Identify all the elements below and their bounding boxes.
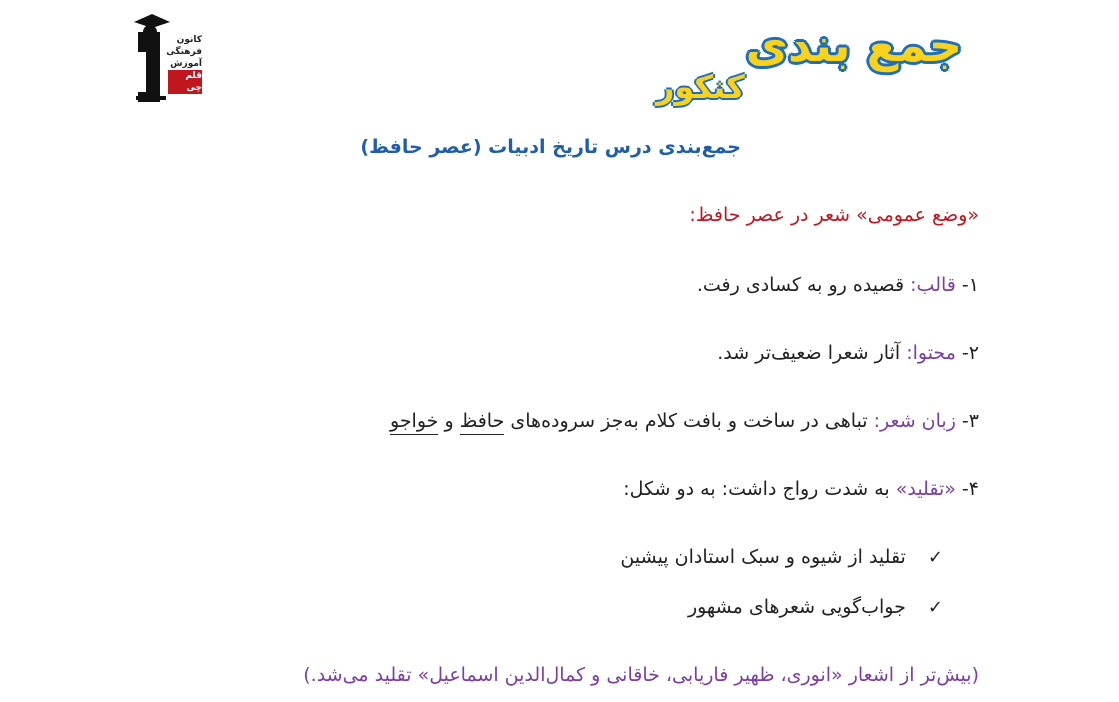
item-text: قصیده رو به کسادی رفت. <box>696 274 905 296</box>
underlined-name-khajoo: خواجو <box>390 410 438 435</box>
kanoon-line-4: قلم چی <box>168 70 202 94</box>
item-label: قالب: <box>910 274 956 296</box>
item-conjunction: و <box>444 410 454 432</box>
section-heading: «وضع عمومی» شعر در عصر حافظ: <box>689 204 979 226</box>
graduate-icon <box>132 12 172 104</box>
item-number: ۳- <box>961 410 979 432</box>
kanoon-line-1: کانون <box>176 35 202 45</box>
check-icon: ✓ <box>927 597 943 618</box>
footnote: (بیش‌تر از اشعار «انوری، ظهیر فاریابی، خاقانی و کمال‌الدین اسماعیل» تقلید می‌شد.) <box>303 664 979 686</box>
item-number: ۱- <box>961 274 979 296</box>
item-text: به شدت رواج داشت: به دو شکل: <box>623 478 890 500</box>
item-number: ۲- <box>961 342 979 364</box>
checklist-text: جواب‌گویی شعرهای مشهور <box>687 596 906 618</box>
kanoon-line-2: فرهنگی <box>166 47 202 57</box>
kanoon-line-3: آموزش <box>170 59 202 69</box>
page-title: جمع‌بندی درس تاریخ ادبیات (عصر حافظ) <box>360 136 741 158</box>
item-label: «تقلید» <box>895 478 956 500</box>
underlined-name-hafez: حافظ <box>460 410 505 435</box>
checklist-item-1 <box>620 546 943 568</box>
list-item-2 <box>717 342 979 364</box>
item-number: ۴- <box>961 478 979 500</box>
logo-top-text: جمع بندی <box>745 18 962 72</box>
item-text: آثار شعرا ضعیف‌تر شد. <box>717 342 901 364</box>
list-item-4 <box>623 478 979 500</box>
checklist-text: تقلید از شیوه و سبک استادان پیشین <box>620 546 906 568</box>
logo-bottom-text: کنکور <box>656 68 745 106</box>
jambandi-logo <box>650 18 970 108</box>
item-text: تباهی در ساخت و بافت کلام به‌جز سروده‌های <box>510 410 868 432</box>
check-icon: ✓ <box>927 547 943 568</box>
kanoon-logo <box>132 12 204 108</box>
item-label: زبان شعر: <box>873 410 956 432</box>
checklist-item-2 <box>688 596 943 618</box>
list-item-1 <box>697 274 979 296</box>
list-item-3 <box>390 410 979 432</box>
item-label: محتوا: <box>906 342 956 364</box>
